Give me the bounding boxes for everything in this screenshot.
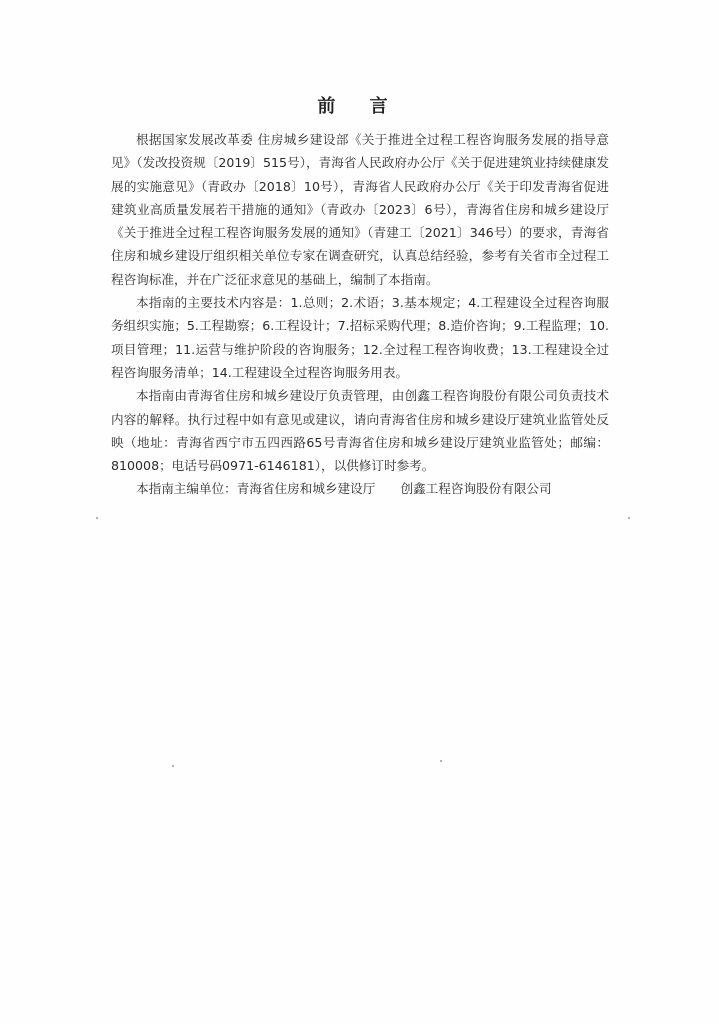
paragraph-editors: 本指南主编单位：青海省住房和城乡建设厅 创鑫工程咨询股份有限公司 bbox=[136, 481, 552, 497]
paragraph-management: 本指南由青海省住房和城乡建设厅负责管理，由创鑫工程咨询股份有限公司负责技术内容的解释。执行过程中如有意见或建议，请向青海省住房和城乡建设厅建筑业监管处反映（地址：青海省西宁市五四西路65号青海省住房和城乡建设厅建筑业监管处；邮编：810008；电话号码0971-6146181），以供修订时参考。 bbox=[111, 388, 609, 474]
document-body bbox=[111, 128, 609, 501]
paragraph-contents: 本指南的主要技术内容是：1.总则；2.术语；3.基本规定；4.工程建设全过程咨询服务组织实施；5.工程勘察；6.工程设计；7.招标采购代理；8.造价咨询；9.工程监理；10.项目管理；11.运营与维护阶段的咨询服务；12.全过程工程咨询收费；13.工程建设全过程咨询服务清单；14.工程建设全过程咨询服务用表。 bbox=[111, 295, 609, 380]
page-title: 前 言 bbox=[317, 96, 402, 117]
scan-speck bbox=[628, 517, 630, 519]
scan-speck bbox=[172, 765, 174, 767]
scan-speck bbox=[440, 760, 442, 762]
paragraph-basis: 根据国家发展改革委 住房城乡建设部《关于推进全过程工程咨询服务发展的指导意见》（发改投资规〔2019〕515号），青海省人民政府办公厅《关于促进建筑业持续健康发展的实施意见》（青政办〔2018〕10号），青海省人民政府办公厅《关于印发青海省促进建筑业高质量发展若干措施的通知》（青政办〔2023〕6号），青海省住房和城乡建设厅《关于推进全过程工程咨询服务发展的通知》（青建工〔2021〕346号）的要求，青海省住房和城乡建设厅组织相关单位专家在调查研究，认真总结经验，参考有关省市全过程工程咨询标准，并在广泛征求意见的基础上，编制了本指南。 bbox=[111, 132, 609, 287]
scan-speck bbox=[96, 517, 98, 519]
